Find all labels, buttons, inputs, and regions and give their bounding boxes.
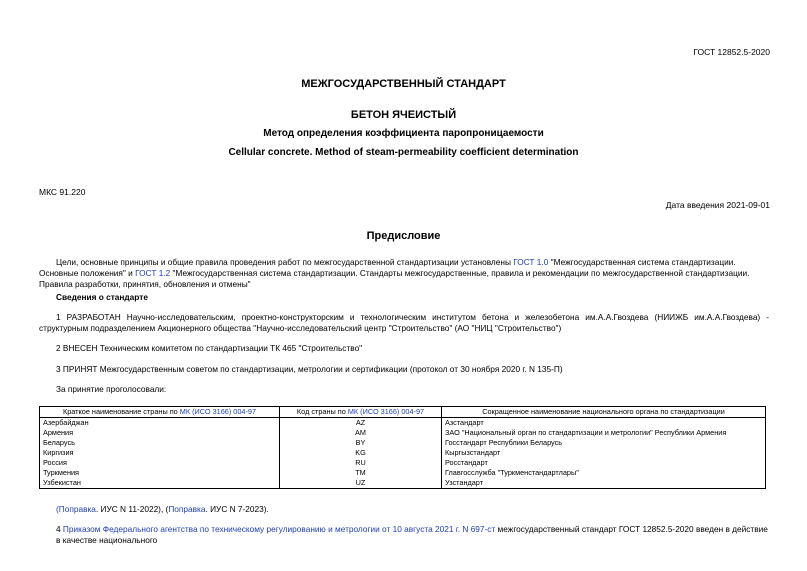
- header-code: Код страны по МК (ИСО 3166) 004-97: [280, 407, 442, 418]
- header-country: Краткое наименование страны по МК (ИСО 3166) 004-97: [40, 407, 280, 418]
- enacted-paragraph: [56, 524, 770, 546]
- table-row: [40, 418, 766, 429]
- p1-text-c: "Межгосударственная система стандартизации. Стандарты межгосударственные, правила и рекомендации по межгосударственной стандартизации. Правила разработки, принятия, обновления и отмены": [39, 268, 750, 289]
- p1-text-a: Цели, основные принципы и общие правила проведения работ по межгосударственной стандартизации установлены: [56, 257, 514, 267]
- table-row: [40, 448, 766, 458]
- order-link[interactable]: Приказом Федерального агентства по техническому регулированию и метрологии от 10 августа 2021 г. N 697-ст: [62, 524, 496, 534]
- correction-text-2: . ИУС N 7-2023).: [205, 504, 269, 514]
- code-cell: BY: [280, 438, 442, 448]
- table-row: [40, 458, 766, 468]
- standard-code: ГОСТ 12852.5-2020: [693, 47, 770, 57]
- submitted-by-paragraph: 2 ВНЕСЕН Техническим комитетом по стандартизации ТК 465 "Строительство": [56, 343, 363, 353]
- foreword-paragraph-1: [39, 257, 769, 290]
- table-row: [40, 468, 766, 478]
- body-cell: Главгосслужба "Туркменстандартлары": [442, 468, 766, 478]
- standard-kind: МЕЖГОСУДАРСТВЕННЫЙ СТАНДАРТ: [301, 78, 506, 90]
- body-cell: ЗАО "Национальный орган по стандартизации и метрологии" Республики Армения: [442, 428, 766, 438]
- table-row: [40, 428, 766, 438]
- correction-text-1: . ИУС N 11-2022), (: [95, 504, 169, 514]
- code-cell: KG: [280, 448, 442, 458]
- country-cell: Азербайджан: [40, 418, 280, 429]
- correction-link-2[interactable]: Поправка: [168, 504, 206, 514]
- adopted-by-paragraph: 3 ПРИНЯТ Межгосударственным советом по стандартизации, метрологии и сертификации (протокол от 30 ноября 2020 г. N 135-П): [56, 364, 563, 374]
- country-cell: Киргизия: [40, 448, 280, 458]
- standard-title: БЕТОН ЯЧЕИСТЫЙ: [350, 109, 457, 121]
- code-cell: AM: [280, 428, 442, 438]
- body-cell: Кыргызстандарт: [442, 448, 766, 458]
- body-cell: Азстандарт: [442, 418, 766, 429]
- table-header-row: [40, 407, 766, 418]
- body-cell: Узстандарт: [442, 478, 766, 489]
- country-cell: Россия: [40, 458, 280, 468]
- correction-link-1[interactable]: Поправка: [58, 504, 96, 514]
- table-row: [40, 438, 766, 448]
- subtitle-ru: Метод определения коэффициента паропроницаемости: [263, 128, 544, 139]
- table-row: [40, 478, 766, 489]
- code-cell: AZ: [280, 418, 442, 429]
- country-cell: Туркмения: [40, 468, 280, 478]
- mks-code: МКС 91.220: [39, 187, 86, 197]
- voting-states-table: [39, 406, 766, 489]
- body-cell: Росстандарт: [442, 458, 766, 468]
- p6-num: 4: [56, 524, 63, 534]
- code-cell: RU: [280, 458, 442, 468]
- body-cell: Госстандарт Республики Беларусь: [442, 438, 766, 448]
- voted-paragraph: За принятие проголосовали:: [56, 384, 167, 394]
- subtitle-en: Cellular concrete. Method of steam-permeability coefficient determination: [228, 147, 579, 158]
- code-cell: TM: [280, 468, 442, 478]
- info-heading: Сведения о стандарте: [56, 292, 148, 302]
- header-body: Сокращенное наименование национального органа по стандартизации: [442, 407, 766, 418]
- code-cell: UZ: [280, 478, 442, 489]
- p1-text-b: "Межгосударственная система стандартизации. Основные положения" и: [39, 257, 736, 278]
- intro-date: Дата введения 2021-09-01: [665, 200, 770, 210]
- gost-1-2-link[interactable]: ГОСТ 1.2: [135, 268, 171, 278]
- developed-by-paragraph: 1 РАЗРАБОТАН Научно-исследовательским, проектно-конструкторским и технологическим институтом бетона и железобетона им.А.А.Гвоздева (НИИЖБ им.А.А.Гвоздева) - структурным подразделением Акционерного общества "Научно-исследовательский центр "Строительство" (АО "НИЦ "Строительство"): [39, 312, 769, 333]
- mk-iso-link[interactable]: МК (ИСО 3166) 004-97: [179, 407, 257, 416]
- country-cell: Узбекистан: [40, 478, 280, 489]
- country-cell: Беларусь: [40, 438, 280, 448]
- foreword-heading: Предисловие: [366, 230, 441, 242]
- country-cell: Армения: [40, 428, 280, 438]
- corrections-line: (Поправка. ИУС N 11-2022), (Поправка. ИУС N 7-2023).: [56, 504, 269, 514]
- p6-rest: межгосударственный стандарт ГОСТ 12852.5-2020 введен в действие в качестве национального: [56, 524, 768, 545]
- gost-1-0-link[interactable]: ГОСТ 1.0: [513, 257, 549, 267]
- mk-iso-link[interactable]: МК (ИСО 3166) 004-97: [347, 407, 425, 416]
